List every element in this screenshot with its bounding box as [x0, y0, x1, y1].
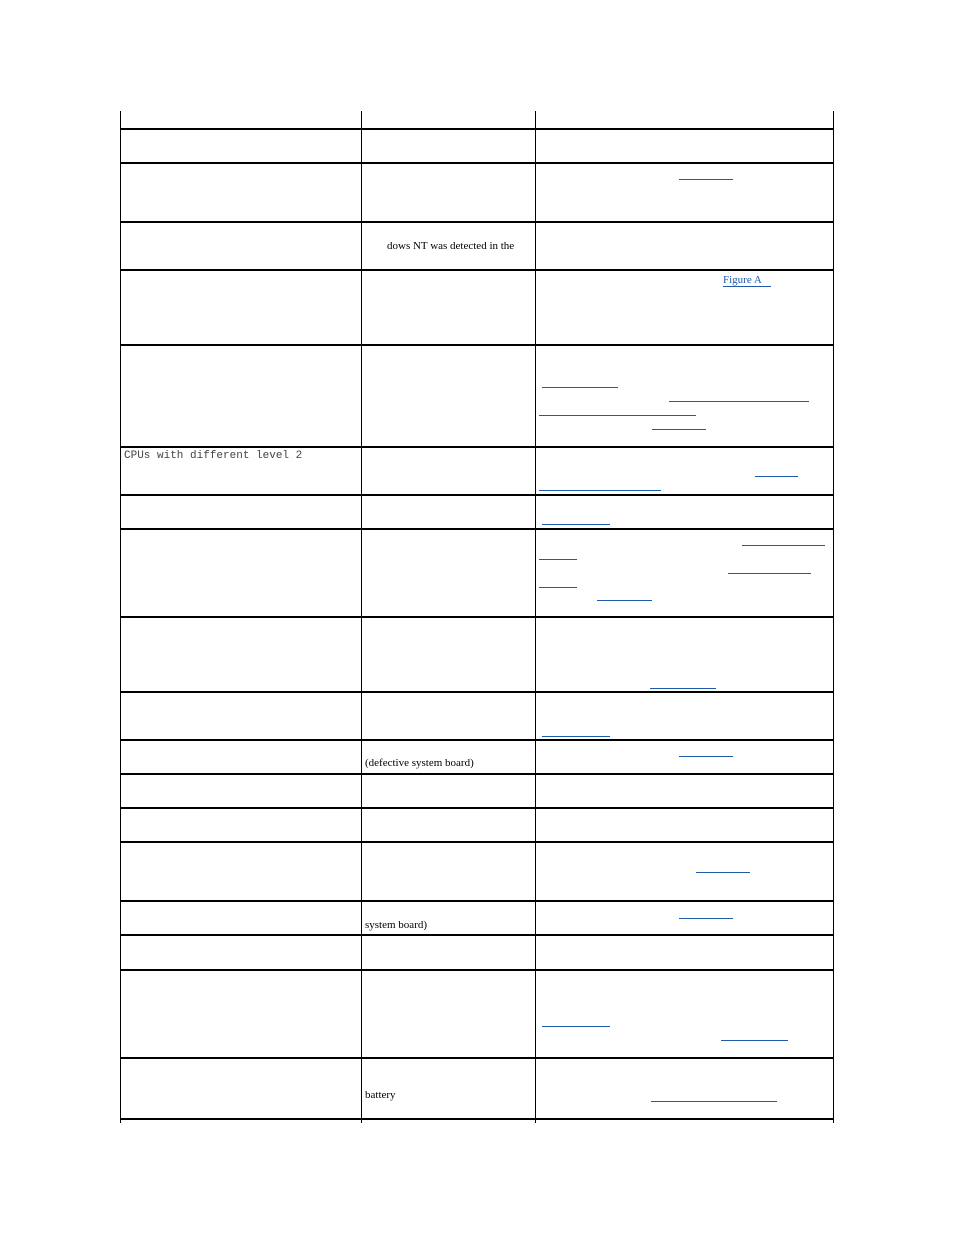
row-separator — [120, 446, 834, 448]
link-underline[interactable] — [679, 756, 733, 757]
row7-message-text: CPUs with different level 2 — [124, 450, 303, 462]
row-separator — [120, 691, 834, 693]
link-underline[interactable] — [652, 429, 706, 430]
row-separator — [120, 773, 834, 775]
link-underline[interactable] — [539, 490, 661, 491]
link-underline[interactable] — [539, 587, 577, 588]
link-underline[interactable] — [728, 573, 811, 574]
row-separator — [120, 739, 834, 741]
row-separator — [120, 969, 834, 971]
link-underline[interactable] — [679, 179, 733, 180]
link-underline[interactable] — [539, 559, 577, 560]
row-separator — [120, 616, 834, 618]
link-underline[interactable] — [542, 524, 610, 525]
row-separator — [120, 344, 834, 346]
link-underline[interactable] — [651, 1101, 777, 1102]
link-underline[interactable] — [539, 415, 696, 416]
row-separator — [120, 841, 834, 843]
row-separator — [120, 1118, 834, 1120]
link-underline[interactable] — [542, 736, 610, 737]
row12-description-text: (defective system board) — [365, 757, 474, 769]
link-underline[interactable] — [679, 918, 733, 919]
link-underline[interactable] — [597, 600, 652, 601]
row-separator — [120, 528, 834, 530]
row4-description-text: dows NT was detected in the — [387, 240, 515, 252]
row16-description-text: system board) — [365, 919, 428, 931]
link-underline[interactable] — [542, 387, 618, 388]
link-underline[interactable] — [542, 1026, 610, 1027]
row-separator — [120, 221, 834, 223]
link-underline[interactable] — [696, 872, 750, 873]
link-underline[interactable] — [721, 1040, 788, 1041]
row-separator — [120, 162, 834, 164]
row-separator — [120, 934, 834, 936]
row19-description-text: battery — [365, 1089, 396, 1101]
row-separator — [120, 128, 834, 130]
row-separator — [120, 900, 834, 902]
link-underline[interactable] — [669, 401, 809, 402]
row-separator — [120, 807, 834, 809]
link-underline[interactable] — [650, 688, 716, 689]
row-separator — [120, 1057, 834, 1059]
link-underline[interactable] — [742, 545, 825, 546]
link-underline[interactable] — [755, 476, 798, 477]
figure-a-link-underline — [723, 286, 771, 287]
figure-a-link[interactable]: Figure A — [723, 274, 762, 286]
row-separator — [120, 269, 834, 271]
row-separator — [120, 494, 834, 496]
